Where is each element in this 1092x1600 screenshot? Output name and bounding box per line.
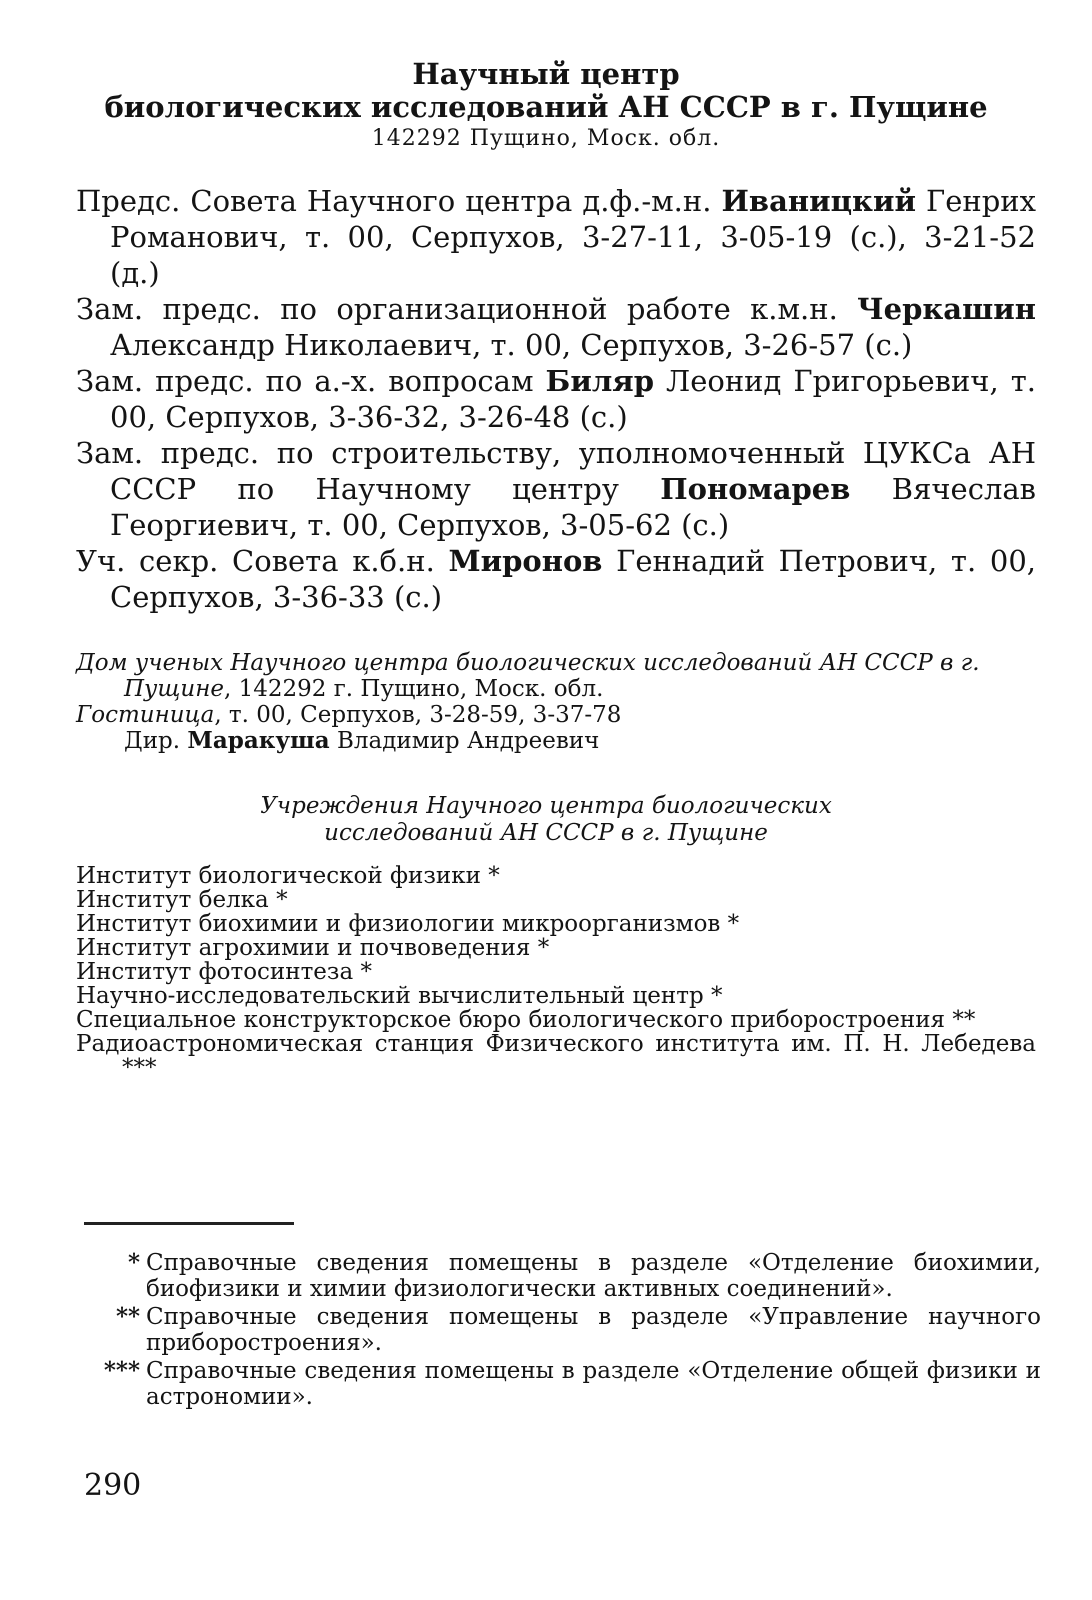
staff-entries [76, 183, 1036, 615]
institution-item: Специальное конструкторское бюро биологического приборостроения ** [76, 1007, 976, 1033]
entry-title: Предс. Совета Научного центра д.ф.-м.н. [76, 184, 722, 218]
entry-title: Уч. секр. Совета к.б.н. [76, 544, 449, 578]
house-of-scientists [76, 650, 1036, 702]
institution-item: Институт белка * [76, 887, 288, 913]
footnote-marker: * [127, 1249, 140, 1276]
institutions-heading-line2: исследований АН СССР в г. Пущине [324, 820, 768, 846]
staff-entry [76, 183, 1036, 291]
director-prefix: Дир. [124, 728, 188, 754]
footnote [76, 1358, 1041, 1410]
staff-entry [76, 543, 1036, 615]
page-header [0, 58, 1092, 154]
footnote-text: Справочные сведения помещены в разделе «Управление научного приборостроения». [146, 1304, 1041, 1356]
staff-entry [76, 435, 1036, 543]
footnote [76, 1250, 1041, 1302]
entry-surname: Биляр [545, 364, 654, 398]
entry-details: Леонид Григорьевич, т. 00, Серпухов, 3-36-32, 3-26-48 (с.) [110, 364, 1036, 434]
header-address: 142292 Пущино, Моск. обл. [371, 126, 721, 151]
footnote-marker: *** [103, 1357, 140, 1384]
hotel-director [76, 728, 1036, 754]
entry-title: Зам. предс. по а.-х. вопросам [76, 364, 546, 398]
house-name: Дом ученых Научного центра биологических исследований АН СССР в г. Пущине [76, 650, 980, 702]
institution-item: Институт биологической физики * [76, 863, 500, 889]
house-address: , 142292 г. Пущино, Моск. обл. [224, 676, 604, 702]
entry-surname: Пономарев [660, 472, 851, 506]
hotel [76, 702, 1036, 728]
page-number: 290 [84, 1468, 142, 1503]
institutions-list [76, 864, 1036, 1080]
entry-details: Генрих Романович, т. 00, Серпухов, 3-27-11, 3-05-19 (с.), 3-21-52 (д.) [110, 184, 1036, 290]
entry-surname: Иваницкий [721, 184, 916, 218]
entry-details: Александр Николаевич, т. 00, Серпухов, 3-26-57 (с.) [110, 328, 913, 362]
hotel-name: Гостиница [76, 702, 215, 728]
header-title-line2: биологических исследований АН СССР в г. Пущине [104, 90, 988, 124]
footnote-text: Справочные сведения помещены в разделе «Отделение биохимии, биофизики и химии физиологически активных соединений». [146, 1250, 1041, 1302]
institution-item: Научно-исследовательский вычислительный центр * [76, 983, 723, 1009]
institution-item: Институт фотосинтеза * [76, 959, 372, 985]
institution-item: Институт биохимии и физиологии микроорганизмов * [76, 911, 740, 937]
staff-entry [76, 291, 1036, 363]
footnote-text: Справочные сведения помещены в разделе «Отделение общей физики и астрономии». [146, 1358, 1041, 1410]
auxiliary-section [76, 650, 1036, 754]
entry-surname: Черкашин [857, 292, 1036, 326]
header-title-line1: Научный центр [412, 57, 680, 91]
director-surname: Маракуша [187, 727, 330, 754]
hotel-phones: , т. 00, Серпухов, 3-28-59, 3-37-78 [214, 702, 622, 728]
director-rest: Владимир Андреевич [329, 728, 600, 754]
entry-details: Геннадий Петрович, т. 00, Серпухов, 3-36-33 (с.) [110, 544, 1036, 614]
footnotes [76, 1250, 1041, 1412]
footnote-divider [84, 1222, 294, 1225]
entry-details: Вячеслав Георгиевич, т. 00, Серпухов, 3-05-62 (с.) [110, 472, 1036, 542]
footnote-marker: ** [115, 1303, 140, 1330]
staff-entry [76, 363, 1036, 435]
entry-title: Зам. предс. по строительству, уполномоченный ЦУКСа АН СССР по Научному центру [76, 436, 1036, 506]
institution-item: Радиоастрономическая станция Физического института им. П. Н. Лебедева *** [76, 1031, 1036, 1081]
institution-item: Институт агрохимии и почвоведения * [76, 935, 550, 961]
institutions-heading [0, 793, 1092, 847]
footnote [76, 1304, 1041, 1356]
entry-title: Зам. предс. по организационной работе к.м.н. [76, 292, 858, 326]
entry-surname: Миронов [448, 544, 603, 578]
institutions-heading-line1: Учреждения Научного центра биологических [260, 793, 832, 819]
